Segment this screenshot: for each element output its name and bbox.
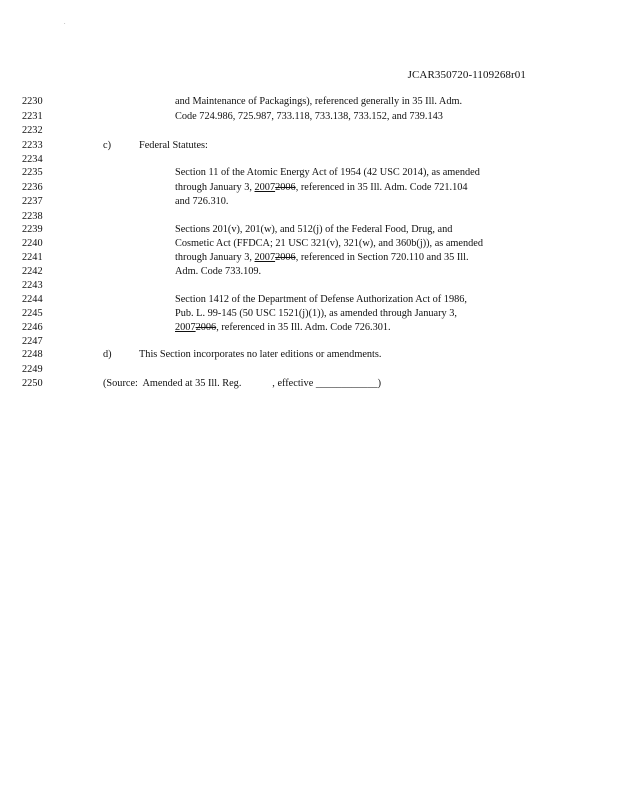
text-segment: , referenced in Section 720.110 and 35 Ill. xyxy=(295,252,469,263)
text-line-2237 xyxy=(0,195,618,209)
line-number: 2245 xyxy=(22,308,43,319)
text-line-2241 xyxy=(0,251,618,265)
corner-mark: . xyxy=(64,20,66,26)
subsection-text: This Section incorporates no later editions or amendments. xyxy=(139,349,382,360)
line-number: 2242 xyxy=(22,266,43,277)
text-segment: , referenced in 35 Ill. Adm. Code 726.301. xyxy=(216,322,391,333)
line-number: 2238 xyxy=(22,211,43,222)
text-segment: through January 3, xyxy=(175,182,255,193)
line-text xyxy=(175,251,469,265)
line-number: 2232 xyxy=(22,125,43,136)
line-number: 2240 xyxy=(22,238,43,249)
line-number: 2230 xyxy=(22,96,43,107)
line-text: and Maintenance of Packagings), referenced generally in 35 Ill. Adm. xyxy=(175,96,463,107)
line-number: 2239 xyxy=(22,224,43,235)
document-id-header: JCAR350720-1109268r01 xyxy=(407,69,526,81)
text-line-2250 xyxy=(0,377,618,391)
line-number: 2234 xyxy=(22,154,43,165)
inserted-text: 2007 xyxy=(254,182,276,193)
text-line-2235 xyxy=(0,166,618,180)
deleted-text: 2006 xyxy=(195,322,217,333)
deleted-text: 2006 xyxy=(275,252,296,263)
text-line-2247 xyxy=(0,335,618,349)
text-line-2238 xyxy=(0,210,618,224)
inserted-text: 2007 xyxy=(254,252,276,263)
line-text: Section 1412 of the Department of Defense Authorization Act of 1986, xyxy=(175,294,467,305)
text-line-2240 xyxy=(0,237,618,251)
line-number: 2237 xyxy=(22,196,43,207)
line-number: 2250 xyxy=(22,378,43,389)
line-number: 2233 xyxy=(22,140,43,151)
subsection-label-d: d) xyxy=(103,349,112,360)
text-line-2230 xyxy=(0,95,618,109)
text-line-2245 xyxy=(0,307,618,321)
line-number: 2243 xyxy=(22,280,43,291)
text-segment: , referenced in 35 Ill. Adm. Code 721.104 xyxy=(295,182,468,193)
line-text: Code 724.986, 725.987, 733.118, 733.138, 733.152, and 739.143 xyxy=(175,111,443,122)
text-line-2248 xyxy=(0,348,618,362)
line-text: Pub. L. 99-145 (50 USC 1521(j)(1)), as amended through January 3, xyxy=(175,308,457,319)
text-line-2234 xyxy=(0,153,618,167)
subsection-label-c: c) xyxy=(103,140,111,151)
line-number: 2246 xyxy=(22,322,43,333)
text-line-2232 xyxy=(0,124,618,138)
line-text: Sections 201(v), 201(w), and 512(j) of the Federal Food, Drug, and xyxy=(175,224,453,235)
line-number: 2247 xyxy=(22,336,43,347)
line-number: 2249 xyxy=(22,364,43,375)
text-line-2239 xyxy=(0,223,618,237)
line-text: Section 11 of the Atomic Energy Act of 1954 (42 USC 2014), as amended xyxy=(175,167,480,178)
text-line-2246 xyxy=(0,321,618,335)
line-number: 2241 xyxy=(22,252,43,263)
text-line-2242 xyxy=(0,265,618,279)
line-number: 2248 xyxy=(22,349,43,360)
source-note: (Source: Amended at 35 Ill. Reg. , effective ____________) xyxy=(103,378,382,389)
deleted-text: 2006 xyxy=(275,182,296,193)
line-number: 2235 xyxy=(22,167,43,178)
text-line-2236 xyxy=(0,181,618,195)
subsection-heading: Federal Statutes: xyxy=(139,140,208,151)
text-line-2231 xyxy=(0,110,618,124)
line-number: 2244 xyxy=(22,294,43,305)
text-line-2244 xyxy=(0,293,618,307)
line-number: 2236 xyxy=(22,182,43,193)
text-line-2233 xyxy=(0,139,618,153)
text-line-2249 xyxy=(0,363,618,377)
inserted-text: 2007 xyxy=(175,322,196,333)
line-text: and 726.310. xyxy=(175,196,229,207)
line-number: 2231 xyxy=(22,111,43,122)
line-text: Adm. Code 733.109. xyxy=(175,266,262,277)
text-line-2243 xyxy=(0,279,618,293)
text-segment: through January 3, xyxy=(175,252,255,263)
line-text xyxy=(175,181,468,195)
line-text xyxy=(175,321,391,335)
line-text: Cosmetic Act (FFDCA; 21 USC 321(v), 321(w), and 360b(j)), as amended xyxy=(175,238,484,249)
